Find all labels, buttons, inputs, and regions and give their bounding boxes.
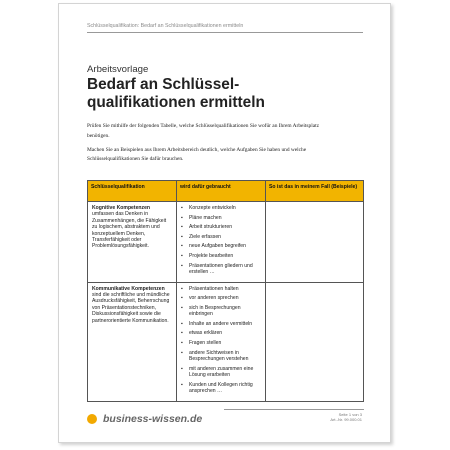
header-usage: wird dafür gebraucht — [177, 181, 266, 202]
logo-dot-icon — [87, 414, 97, 424]
skill-name: Kommunikative Kompetenzen — [92, 285, 165, 292]
usage-cell — [177, 282, 266, 401]
title-line-2: qualifikationen ermitteln — [87, 94, 265, 111]
title-line-1: Bedarf an Schlüssel- — [87, 76, 240, 93]
header-skill: Schlüsselqualifikation — [88, 181, 177, 202]
usage-item: ▪ Pläne machen — [181, 215, 261, 221]
skill-description: umfassen das Denken in Zusammenhängen, die Fähigkeit zu logischem, abstraktem und konzeptuellem Denken, Transferfähigkeit oder Problemlösungsfähigkeit. — [92, 211, 167, 250]
running-header: Schlüsselqualifikation: Bedarf an Schlüsselqualifikationen ermitteln — [87, 23, 363, 33]
usage-item: ▪ vor anderen sprechen — [181, 295, 261, 301]
usage-item: ▪ Arbeit strukturieren — [181, 224, 261, 230]
table-row — [88, 282, 364, 401]
usage-item: ▪ Kunden und Kollegen richtig ansprechen … — [181, 382, 261, 395]
intro-paragraph-1: Prüfen Sie mithilfe der folgenden Tabelle, welche Schlüsselqualifikationen Sie wofür an Ihrem Arbeitsplatz benötigen. — [87, 123, 320, 139]
article-number: Art.-Nr. 99.000.01 — [330, 417, 362, 422]
usage-item: ▪ Ziele erfassen — [181, 234, 261, 240]
header-example: So ist das in meinem Fall (Beispiele) — [266, 181, 364, 202]
logo — [87, 413, 202, 425]
skill-name: Kognitive Kompetenzen — [92, 205, 151, 211]
document-title — [87, 76, 347, 112]
usage-item: ▪ Präsentationen gliedern und erstellen … — [181, 263, 261, 276]
intro-paragraph-2: Machen Sie an Beispielen aus Ihrem Arbeitsbereich deutlich, welche Aufgaben Sie haben und welche Schlüsselqualifikationen Sie dafür brauchen. — [87, 146, 307, 163]
example-cell[interactable] — [266, 202, 364, 283]
usage-cell — [177, 202, 266, 283]
usage-item: ▪ etwas erklären — [181, 330, 261, 336]
footer-meta — [330, 412, 362, 422]
usage-item: ▪ Konzepte entwickeln — [181, 205, 261, 211]
example-cell[interactable] — [266, 282, 364, 401]
usage-item: ▪ Fragen stellen — [181, 340, 261, 346]
usage-item: ▪ neue Aufgaben begreifen — [181, 243, 261, 249]
skill-description: sind die schriftliche und mündliche Ausdrucksfähigkeit, Beherrschung von Präsentationstechniken, Diskussionsfähigkeit sowie die partnerorientierte Kommunikation. — [92, 291, 170, 324]
logo-text: business-wissen.de — [103, 413, 203, 425]
footer-divider — [224, 409, 364, 410]
usage-list — [181, 286, 261, 395]
qualification-table — [87, 180, 364, 402]
usage-item: ▪ Präsentationen halten — [181, 286, 261, 292]
table-header-row — [88, 181, 364, 202]
usage-item: ▪ andere Sichtweisen in Besprechungen verstehen — [181, 350, 261, 363]
usage-item: ▪ Projekte bearbeiten — [181, 253, 261, 259]
skill-cell — [88, 202, 177, 283]
document-type: Arbeitsvorlage — [87, 64, 149, 75]
table-row — [88, 202, 364, 283]
document-page — [58, 3, 391, 443]
skill-cell — [88, 282, 177, 401]
usage-item: ▪ Inhalte an andere vermitteln — [181, 321, 261, 327]
usage-item: ▪ mit anderen zusammen eine Lösung erarbeiten — [181, 366, 261, 379]
usage-item: ▪ sich in Besprechungen einbringen — [181, 305, 261, 318]
usage-list — [181, 205, 261, 275]
page-number: Seite 1 von 3 — [338, 412, 362, 417]
intro-text — [87, 122, 337, 169]
